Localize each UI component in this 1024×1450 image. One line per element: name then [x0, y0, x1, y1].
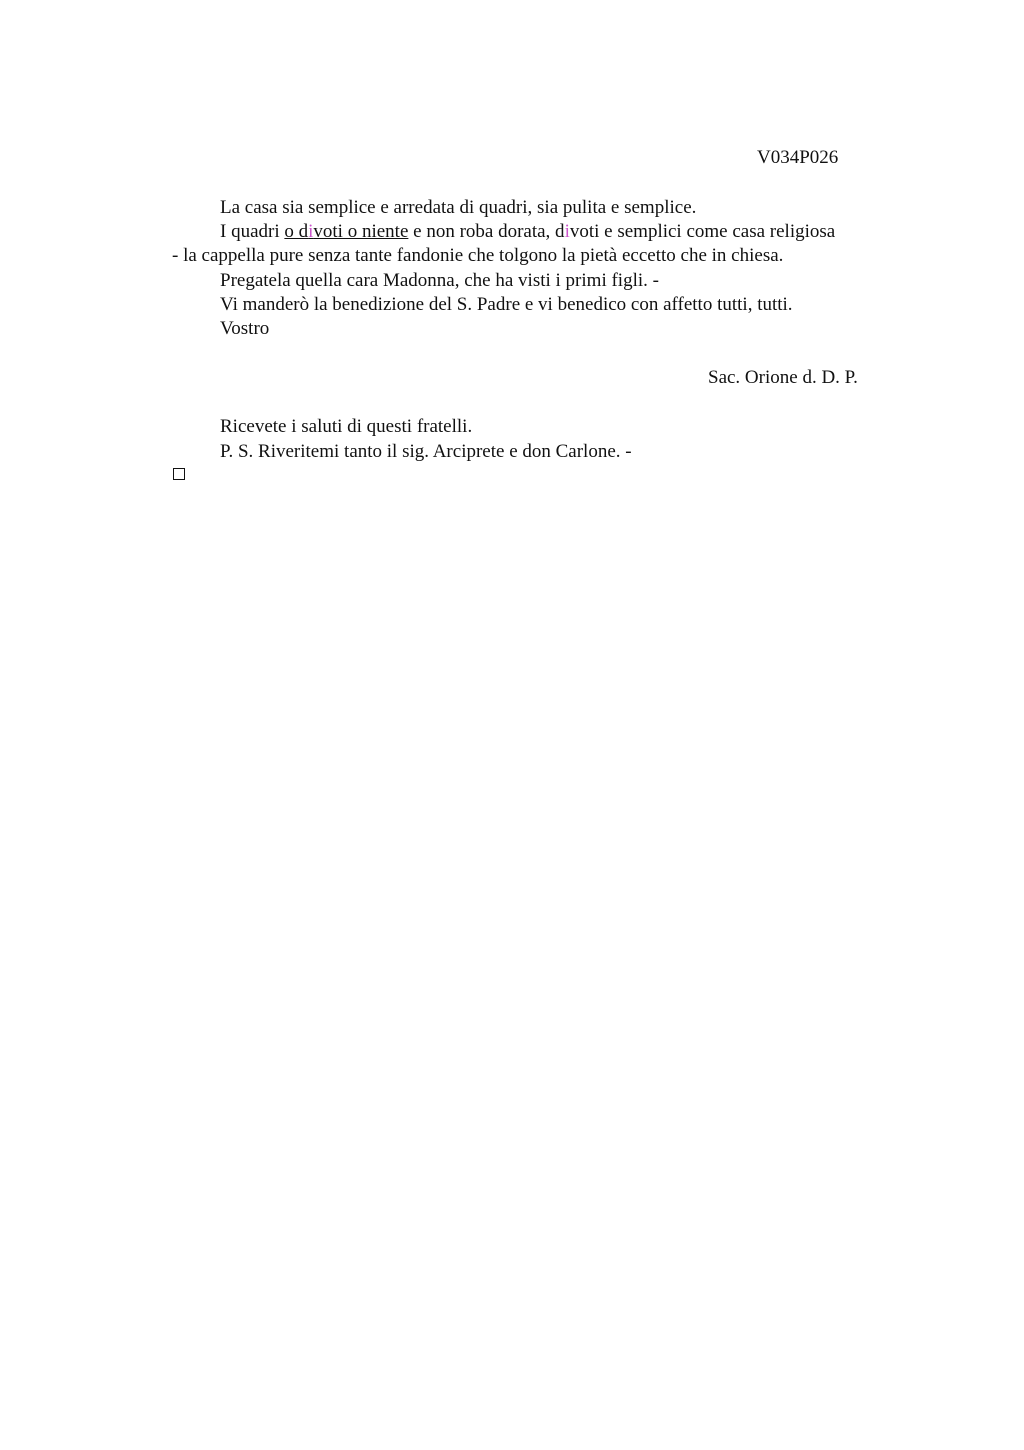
- highlighted-letter-2: i: [564, 221, 570, 242]
- closing-vostro: Vostro: [220, 318, 270, 339]
- quadri-text-post: voti e semplici come casa religiosa: [569, 221, 836, 242]
- quadri-text-mid: e non roba dorata, d: [408, 221, 565, 242]
- paragraph-quadri: [220, 220, 835, 244]
- postscript-saluti: Ricevete i saluti di questi fratelli.: [220, 416, 473, 437]
- highlighted-letter: i: [308, 221, 314, 242]
- postscript-riveritemi: P. S. Riveritemi tanto il sig. Arciprete e don Carlone. -: [220, 441, 632, 462]
- signature: Sac. Orione d. D. P.: [708, 367, 858, 388]
- square-box-icon: [173, 468, 185, 480]
- document-reference: V034P026: [757, 147, 839, 168]
- underlined-part-b: voti o niente: [313, 221, 409, 242]
- paragraph-madonna: Pregatela quella cara Madonna, che ha visti i primi figli. -: [220, 270, 659, 291]
- paragraph-casa: La casa sia semplice e arredata di quadri, sia pulita e semplice.: [220, 197, 697, 218]
- underlined-part-a: o d: [284, 221, 309, 242]
- underlined-phrase: [284, 221, 408, 242]
- paragraph-benedizione: Vi manderò la benedizione del S. Padre e vi benedico con affetto tutti, tutti.: [220, 294, 793, 315]
- paragraph-cappella: - la cappella pure senza tante fandonie che tolgono la pietà eccetto che in chiesa.: [172, 245, 784, 266]
- quadri-text-pre: I quadri: [220, 221, 285, 242]
